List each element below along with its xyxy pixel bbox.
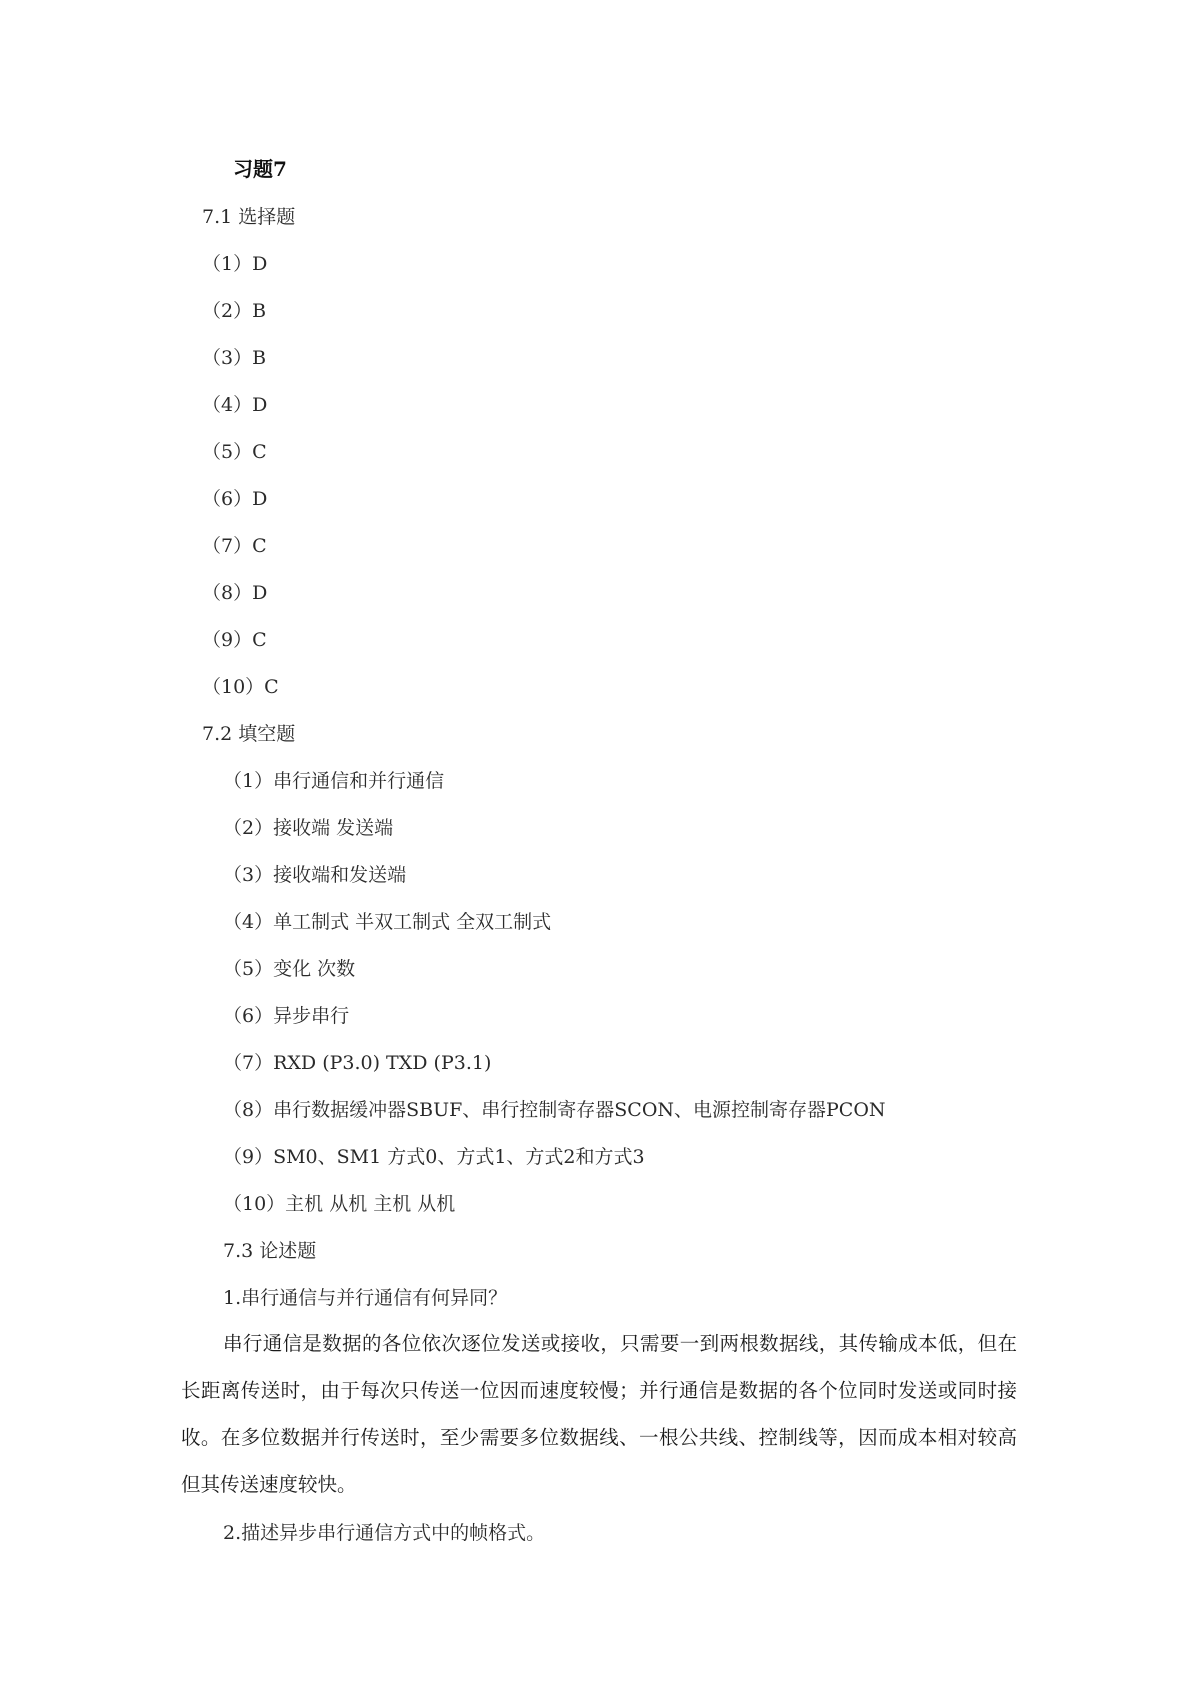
- fill-answer-6: （6）异步串行: [223, 1005, 350, 1027]
- choice-answer-4: （4）D: [202, 394, 268, 416]
- fill-answer-5: （5）变化 次数: [223, 958, 356, 980]
- choice-answer-1: （1）D: [202, 253, 268, 275]
- fill-answer-10: （10）主机 从机 主机 从机: [223, 1193, 456, 1215]
- choice-answer-3: （3）B: [202, 347, 267, 369]
- choice-answer-2: （2）B: [202, 300, 267, 322]
- fill-answer-7: （7）RXD (P3.0) TXD (P3.1): [223, 1052, 492, 1074]
- choice-answer-9: （9）C: [202, 629, 267, 651]
- section-heading-essay: 7.3 论述题: [223, 1240, 317, 1262]
- fill-answer-2: （2）接收端 发送端: [223, 817, 394, 839]
- fill-answer-3: （3）接收端和发送端: [223, 864, 407, 886]
- choice-answer-10: （10）C: [202, 676, 279, 698]
- fill-answer-9: （9）SM0、SM1 方式0、方式1、方式2和方式3: [223, 1146, 645, 1168]
- essay-question-2: 2.描述异步串行通信方式中的帧格式。: [223, 1522, 546, 1544]
- choice-answer-7: （7）C: [202, 535, 267, 557]
- fill-answer-8: （8）串行数据缓冲器SBUF、串行控制寄存器SCON、电源控制寄存器PCON: [223, 1099, 886, 1121]
- fill-answer-4: （4）单工制式 半双工制式 全双工制式: [223, 911, 552, 933]
- essay-question-1: 1.串行通信与并行通信有何异同？: [223, 1287, 508, 1309]
- exercise-title: 习题7: [233, 157, 287, 181]
- essay-answer-1: 串行通信是数据的各位依次逐位发送或接收，只需要一到两根数据线，其传输成本低，但在长距离传送时，由于每次只传送一位因而速度较慢；并行通信是数据的各个位同时发送或同时接收。在多位数据并行传送时，至少需要多位数据线、一根公共线、控制线等，因而成本相对较高但其传送速度较快。: [181, 1332, 1017, 1496]
- section-heading-choice: 7.1 选择题: [202, 206, 296, 228]
- section-heading-fill: 7.2 填空题: [202, 723, 296, 745]
- choice-answer-8: （8）D: [202, 582, 268, 604]
- choice-answer-6: （6）D: [202, 488, 268, 510]
- choice-answer-5: （5）C: [202, 441, 267, 463]
- fill-answer-1: （1）串行通信和并行通信: [223, 770, 445, 792]
